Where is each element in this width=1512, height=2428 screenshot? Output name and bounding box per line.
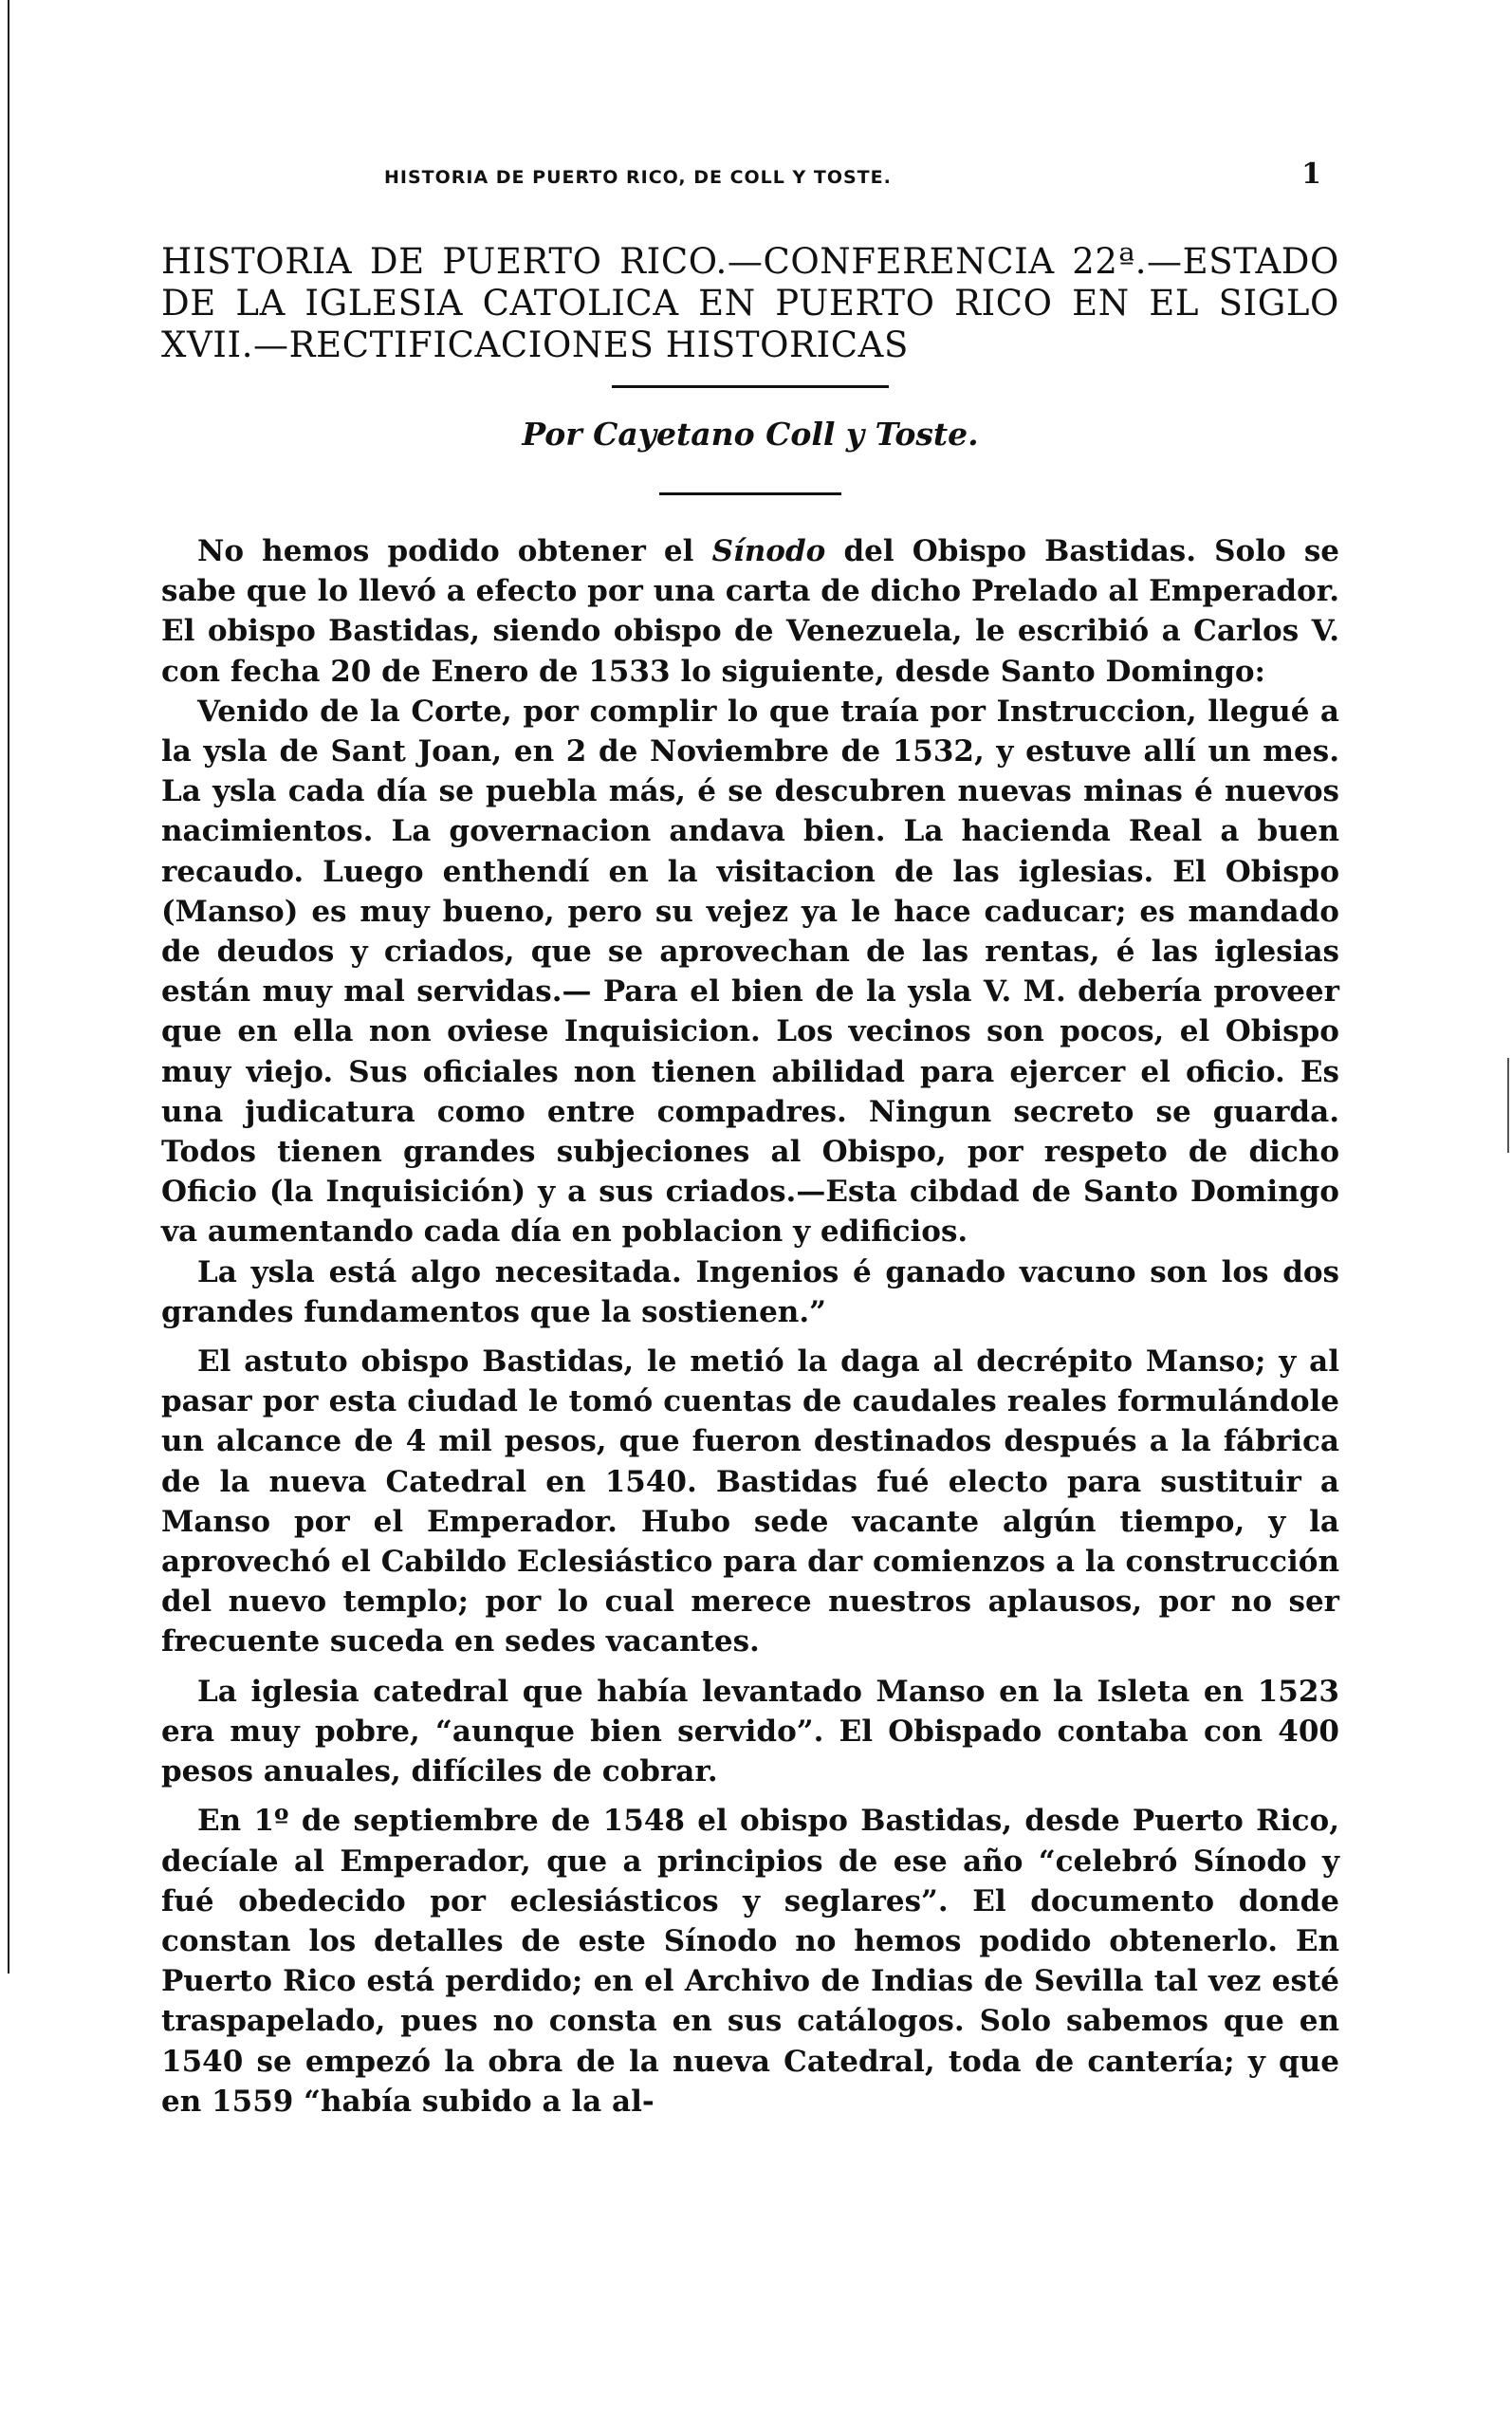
running-head [161,152,1339,197]
intro-text-before: No hemos podido obtener el [197,534,712,568]
article-body [161,531,1339,2122]
paragraph-letter-end: La ysla está algo necesitada. Ingenios é ganado vacuno son los dos grandes fundamentos que la sostienen.” [161,1254,1339,1329]
sinodo-italic: Sínodo [711,534,826,568]
paragraph-letter-quote: Venido de la Corte, por complir lo que traía por Instruccion, llegué a la ysla de Sant Joan, en 2 de Noviembre de 1532, y estuve allí un mes. La ysla cada día se puebla más, é se descubren nuevas minas é nuevos nacimientos. La governacion andava bien. La hacienda Real a buen recaudo. Luego enthendí en la visitacion de las iglesias. El Obispo (Manso) es muy bueno, pero su vejez ya le hace caducar; es mandado de deudos y criados, que se aprovechan de las rentas, é las iglesias están muy mal servidas.— Para el bien de la ysla V. M. debería proveer que en ella non oviese Inquisicion. Los vecinos son pocos, el Obispo muy viejo. Sus oficiales non tienen abilidad para ejercer el oficio. Es una judicatura como entre compadres. Ningun secreto se guarda. Todos tienen grandes subjeciones al Obispo, por respeto de dicho Oficio (la Inquisición) y a sus criados.—Esta cibdad de Santo Domingo va aumentando cada día en poblacion y edificios. [161,694,1339,1250]
paragraph-sinodo: En 1º de septiembre de 1548 el obispo Bastidas, desde Puerto Rico, decíale al Emperador, que a principios de ese año “celebró Sínodo y fué obedecido por eclesiásticos y seglares”. El documento donde constan los detalles de este Sínodo no hemos podido obtenerlo. En Puerto Rico está perdido; en el Archivo de Indias de Sevilla tal vez esté traspapelado, pues no consta en sus catálogos. Solo sabemos que en 1540 se empezó la obra de la nueva Catedral, toda de cantería; y que en 1559 “había subido a la al- [161,1804,1339,2119]
paragraph-intro [161,531,1339,692]
author-byline: Por Cayetano Coll y Toste. [522,416,979,453]
heading-rule [612,385,889,388]
running-head-title: HISTORIA DE PUERTO RICO, DE COLL Y TOSTE. [384,167,892,188]
scan-mark-right [1507,1058,1509,1153]
document-page [161,152,1339,2122]
scan-edge-left [8,0,9,1974]
page-number: 1 [1301,158,1322,191]
byline-rule [659,492,841,495]
paragraph-catedral: La iglesia catedral que había levantado Manso en la Isleta en 1523 era muy pobre, “aunque bien servido”. El Obispado contaba con 400 pesos anuales, difíciles de cobrar. [161,1674,1339,1789]
intro-text-after: del Obispo Bastidas. Solo se sabe que lo llevó a efecto por una carta de dicho Prelado al Emperador. El obispo Bastidas, siendo obispo de Venezuela, le escribió a Carlos V. con fecha 20 de Enero de 1533 lo siguiente, desde Santo Domingo: [161,534,1339,689]
paragraph-bastidas: El astuto obispo Bastidas, le metió la daga al decrépito Manso; y al pasar por esta ciudad le tomó cuentas de caudales reales formulándole un alcance de 4 mil pesos, que fueron destinados después a la fábrica de la nueva Catedral en 1540. Bastidas fué electo para sustituir a Manso por el Emperador. Hubo sede vacante algún tiempo, y la aprovechó el Cabildo Eclesiástico para dar comienzos a la construcción del nuevo templo; por lo cual merece nuestros aplausos, por no ser frecuente suceda en sedes vacantes. [161,1344,1339,1659]
article-heading: HISTORIA DE PUERTO RICO.—CONFERENCIA 22ª.—ESTADO DE LA IGLESIA CATOLICA EN PUERTO RICO EN EL SIGLO XVII.—RECTIFICACIONES HISTORICAS [161,241,1339,365]
